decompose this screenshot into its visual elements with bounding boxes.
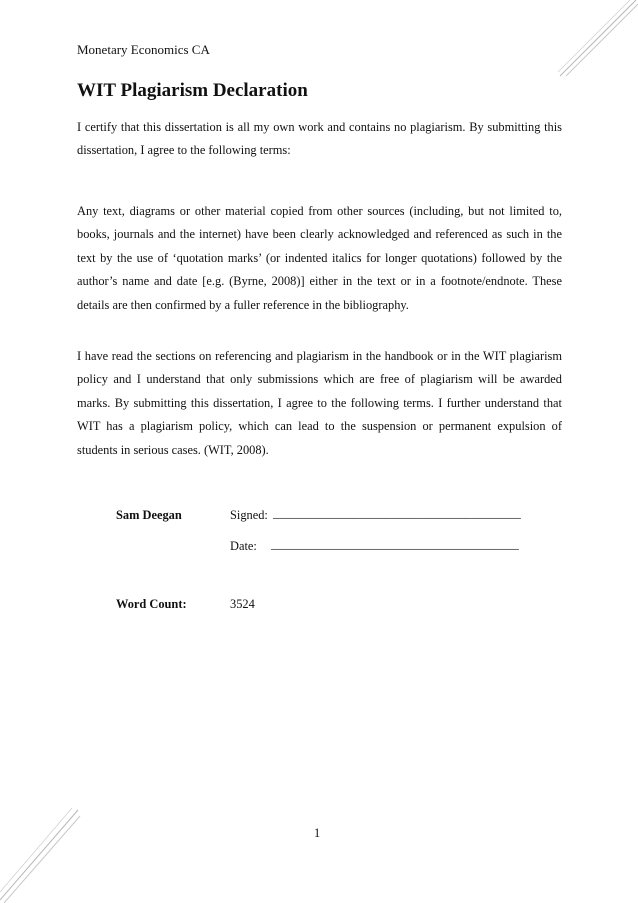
paragraph-policy: I have read the sections on referencing and plagiarism in the handbook or in the WIT plagiarism policy and I understand that only submissions which are free of plagiarism will be awarded marks. By submitting this dissertation, I agree to the following terms. I further understand that WIT has a plagiarism policy, which can lead to the suspension or permanent expulsion of students in serious cases. (WIT, 2008). [77,349,562,457]
page-number: 1 [314,826,321,840]
running-header: Monetary Economics CA [77,42,210,57]
date-line: ________________________________________ [271,537,519,551]
word-count-label: Word Count: [116,597,187,611]
paragraph-referencing: Any text, diagrams or other material copied from other sources (including, but not limited to, books, journals and the internet) have been clearly acknowledged and referenced as such in the text by the use of ‘quotation marks’ (or indented italics for longer quotations) followed by the author’s name and date [e.g. (Byrne, 2008)] either in the text or in a footnote/endnote. These details are then confirmed by a fuller reference in the bibliography. [77,204,562,312]
author-name: Sam Deegan [116,508,182,522]
corner-decoration-bottom-left [0,806,82,903]
signature-line: ________________________________________ [273,506,521,520]
page-title: WIT Plagiarism Declaration [77,80,308,101]
paragraph-certification: I certify that this dissertation is all my own work and contains no plagiarism. By submitting this dissertation, I agree to the following terms: [77,120,562,158]
word-count-value: 3524 [230,597,255,611]
date-label: Date: [230,539,257,553]
signed-label: Signed: [230,508,268,522]
corner-decoration-top-right [556,0,638,82]
